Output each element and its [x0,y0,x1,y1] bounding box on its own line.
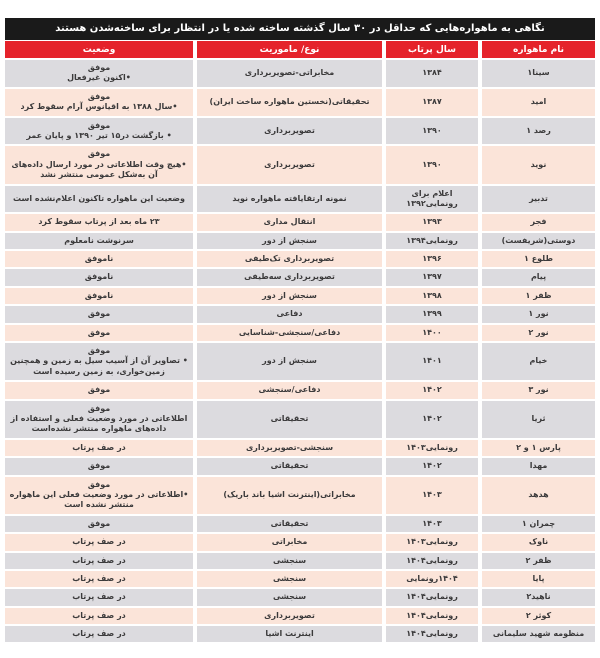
status-text: در صف پرتاب [72,537,126,547]
status-note: •هیچ وقت اطلاعاتی در مورد ارسال داده‌های آن به‌شکل عمومی منتشر نشد [11,159,187,180]
mission-type-cell: تصویربرداری [197,118,382,145]
mission-type-cell: سنجشی [197,589,382,605]
mission-type-cell: مخابراتی(اینترنت اشیا باند باریک) [197,477,382,514]
mission-type-cell: تصویربرداری [197,608,382,624]
status-text: ۲۳ ماه بعد از پرتاب سقوط کرد [38,217,160,227]
status-text: ناموفق [84,290,114,300]
status-text: موفق [87,327,111,337]
launch-year-cell: رونمایی۱۴۰۴ [386,553,478,569]
satellite-name-cell: ناهید۲ [482,589,595,605]
status-cell [5,608,193,624]
status-cell [5,440,193,456]
column-header-launch-year: سال پرتاب [386,41,478,58]
satellite-name-cell: خیام [482,343,595,380]
launch-year-cell: ۱۳۹۹ [386,306,478,322]
mission-type-cell: نمونه ارتقایافته ماهواره نوید [197,186,382,213]
status-text: در صف پرتاب [72,555,126,565]
status-text: در صف پرتاب [72,573,126,583]
satellite-name-cell: مهدا [482,458,595,474]
launch-year-cell: ۱۴۰۲ [386,458,478,474]
satellite-name-cell: طلوع ۱ [482,251,595,267]
satellite-name-cell: پارس ۱ و ۲ [482,440,595,456]
launch-year-cell: ۱۴۰۲ [386,382,478,398]
mission-type-cell: اینترنت اشیا [197,626,382,642]
mission-type-cell: سنجش از دور [197,233,382,249]
status-note: اطلاعاتی در مورد وضعیت فعلی و استفاده از داده‌های ماهواره منتشر نشده‌است [10,413,188,434]
status-text: موفق [87,149,111,159]
launch-year-cell: ۱۴۰۱ [386,343,478,380]
satellite-table [5,41,595,642]
satellite-name-cell: رصد ۱ [482,118,595,145]
satellite-name-cell: دوستی(شریفست) [482,233,595,249]
status-text: موفق [87,309,111,319]
status-text: موفق [87,385,111,395]
mission-type-cell: دفاعی/سنجشی [197,382,382,398]
status-text: در صف پرتاب [72,629,126,639]
launch-year-cell: ۱۳۹۰ [386,146,478,183]
satellite-name-cell: نور ۳ [482,382,595,398]
status-cell [5,325,193,341]
launch-year-cell: ۱۴۰۲ [386,401,478,438]
launch-year-cell: رونمایی۱۴۰۴ [386,608,478,624]
launch-year-cell: رونمایی۱۴۰۳ [386,440,478,456]
launch-year-cell: رونمایی۱۳۹۴ [386,233,478,249]
status-text: در صف پرتاب [72,610,126,620]
status-cell [5,60,193,87]
status-text: وضعیت این ماهواره تاکنون اعلام‌نشده است [13,193,185,203]
status-note: •سال ۱۳۸۸ به اقیانوس آرام سقوط کرد [20,102,178,112]
status-note: •اطلاعاتی در مورد وضعیت فعلی این ماهواره منتشر نشده است [9,489,189,510]
mission-type-cell: سنجشی-تصویربرداری [197,440,382,456]
status-cell [5,214,193,230]
status-text: موفق [87,91,111,101]
status-text: موفق [87,403,111,413]
status-cell [5,89,193,116]
launch-year-cell: رونمایی۱۴۰۳ [386,534,478,550]
launch-year-cell: رونمایی۱۴۰۴ [386,626,478,642]
status-cell [5,118,193,145]
launch-year-cell: ۱۴۰۴رونمایی [386,571,478,587]
status-cell [5,477,193,514]
satellite-name-cell: کوثر ۲ [482,608,595,624]
status-text: در صف پرتاب [72,442,126,452]
mission-type-cell: سنجشی [197,571,382,587]
mission-type-cell: تحقیقاتی [197,401,382,438]
status-cell [5,382,193,398]
status-cell [5,288,193,304]
mission-type-cell: دفاعی/سنجشی-شناسایی [197,325,382,341]
launch-year-cell: ۱۳۹۶ [386,251,478,267]
status-note: •اکنون غیرفعال [67,73,131,83]
satellite-name-cell: هدهد [482,477,595,514]
mission-type-cell: انتقال مداری [197,214,382,230]
mission-type-cell: تصویربرداری سه‌طیفی [197,269,382,285]
status-cell [5,251,193,267]
status-text: موفق [87,63,111,72]
launch-year-cell: اعلام برای رونمایی۱۳۹۲ [386,186,478,213]
satellite-name-cell: امید [482,89,595,116]
status-text: سرنوشت نامعلوم [64,235,134,245]
satellite-name-cell: نور ۲ [482,325,595,341]
column-header-status: وضعیت [5,41,193,58]
launch-year-cell: ۱۳۹۳ [386,214,478,230]
satellite-name-cell: نوید [482,146,595,183]
status-cell [5,233,193,249]
status-cell [5,146,193,183]
status-cell [5,553,193,569]
status-text: موفق [87,120,111,130]
status-text: در صف پرتاب [72,592,126,602]
launch-year-cell: ۱۴۰۳ [386,516,478,532]
status-text: ناموفق [84,272,114,282]
status-text: موفق [87,518,111,528]
satellite-name-cell: ثریا [482,401,595,438]
mission-type-cell: مخابراتی-تصویربرداری [197,60,382,87]
table-title: نگاهی به ماهواره‌هایی که حداقل در ۳۰ سال گذشته ساخته شده یا در انتظار برای ساخته‌شدن هستند [5,18,595,40]
status-text: موفق [87,346,111,356]
satellite-name-cell: چمران ۱ [482,516,595,532]
status-cell [5,626,193,642]
launch-year-cell: ۱۴۰۰ [386,325,478,341]
status-note: • بازگشت در۱۵ تیر ۱۳۹۰ و پایان عمر [26,130,172,140]
status-cell [5,589,193,605]
satellite-name-cell: منظومه شهید سلیمانی [482,626,595,642]
status-cell [5,571,193,587]
mission-type-cell: دفاعی [197,306,382,322]
launch-year-cell: ۱۳۸۷ [386,89,478,116]
satellite-name-cell: پایا [482,571,595,587]
launch-year-cell: ۱۴۰۳ [386,477,478,514]
status-cell [5,343,193,380]
column-header-mission-type: نوع/ ماموریت [197,41,382,58]
mission-type-cell: تحقیقاتی(نخستین ماهواره ساخت ایران) [197,89,382,116]
mission-type-cell: تصویربرداری تک‌طیفی [197,251,382,267]
satellite-name-cell: ظفر ۲ [482,553,595,569]
mission-type-cell: سنجشی [197,553,382,569]
satellite-name-cell: ظفر ۱ [482,288,595,304]
launch-year-cell: رونمایی۱۴۰۴ [386,589,478,605]
mission-type-cell: مخابراتی [197,534,382,550]
status-cell [5,269,193,285]
launch-year-cell: ۱۳۹۸ [386,288,478,304]
status-cell [5,186,193,213]
mission-type-cell: سنجش از دور [197,343,382,380]
mission-type-cell: سنجش از دور [197,288,382,304]
mission-type-cell: تحقیقاتی [197,516,382,532]
launch-year-cell: ۱۳۸۴ [386,60,478,87]
launch-year-cell: ۱۳۹۷ [386,269,478,285]
status-cell [5,306,193,322]
mission-type-cell: تصویربرداری [197,146,382,183]
satellite-name-cell: ناوک [482,534,595,550]
column-header-satellite-name: نام ماهواره [482,41,595,58]
satellite-name-cell: تدبیر [482,186,595,213]
satellite-name-cell: نور ۱ [482,306,595,322]
satellite-name-cell: سینا۱ [482,60,595,87]
status-cell [5,401,193,438]
status-text: موفق [87,479,111,489]
satellite-name-cell: فجر [482,214,595,230]
status-cell [5,516,193,532]
status-note: • تصاویر آن از آسیب سیل به زمین و همچنین زمین‌خواری، به زمین رسیده است [10,356,188,376]
status-cell [5,458,193,474]
status-text: ناموفق [84,254,114,264]
satellite-name-cell: پیام [482,269,595,285]
status-text: موفق [87,461,111,471]
status-cell [5,534,193,550]
launch-year-cell: ۱۳۹۰ [386,118,478,145]
mission-type-cell: تحقیقاتی [197,458,382,474]
